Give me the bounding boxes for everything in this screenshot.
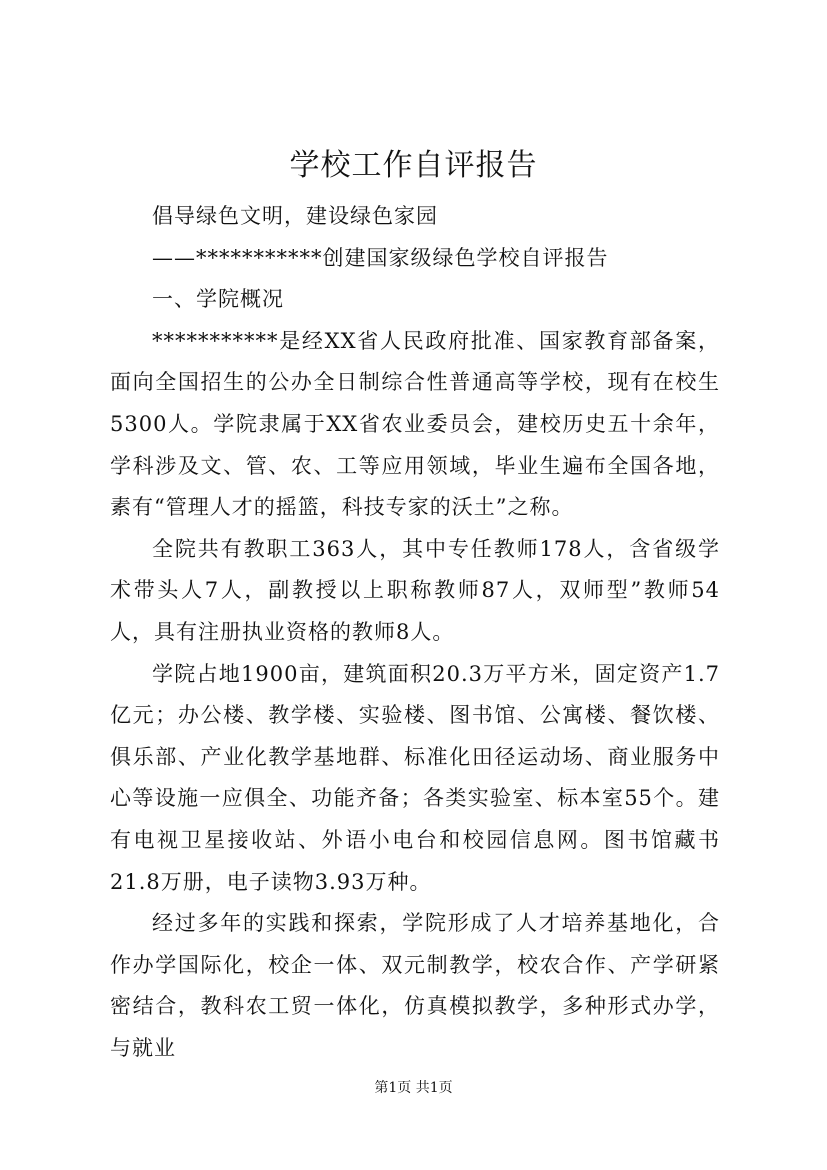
paragraph-facilities: 学院占地1900亩，建筑面积20.3万平方米，固定资产1.7亿元；办公楼、教学楼、实验楼、图书馆、公寓楼、餐饮楼、俱乐部、产业化教学基地群、标准化田径运动场、商业服务中心等设施一应俱全、功能齐备；各类实验室、标本室55个。建有电视卫星接收站、外语小电台和校园信息网。图书馆藏书21.8万册，电子读物3.93万种。 bbox=[110, 661, 720, 894]
subtitle-slogan: 倡导绿色文明，建设绿色家园 bbox=[152, 204, 438, 228]
page-number-footer: 第1页 共1页 bbox=[374, 1080, 453, 1096]
paragraph-practice: 经过多年的实践和探索，学院形成了人才培养基地化，合作办学国际化，校企一体、双元制教学，校农合作、产学研紧密结合，教科农工贸一体化，仿真模拟教学，多种形式办学，与就业 bbox=[110, 911, 720, 1060]
paragraph-introduction: ***********是经XX省人民政府批准、国家教育部备案，面向全国招生的公办全日制综合性普通高等学校，现有在校生5300人。学院隶属于XX省农业委员会，建校历史五十余年，学科涉及文、管、农、工等应用领域，毕业生遍布全国各地，素有“管理人才的摇篮，科技专家的沃土”之称。 bbox=[110, 328, 720, 520]
document-body bbox=[110, 196, 720, 1069]
paragraph-staff: 全院共有教职工363人，其中专任教师178人，含省级学术带头人7人，副教授以上职称教师87人，双师型”教师54人，具有注册执业资格的教师8人。 bbox=[110, 536, 720, 644]
subtitle-report-name: ——***********创建国家级绿色学校自评报告 bbox=[152, 245, 609, 270]
document-title: 学校工作自评报告 bbox=[289, 148, 538, 183]
section-heading-overview: 一、学院概况 bbox=[152, 287, 284, 312]
